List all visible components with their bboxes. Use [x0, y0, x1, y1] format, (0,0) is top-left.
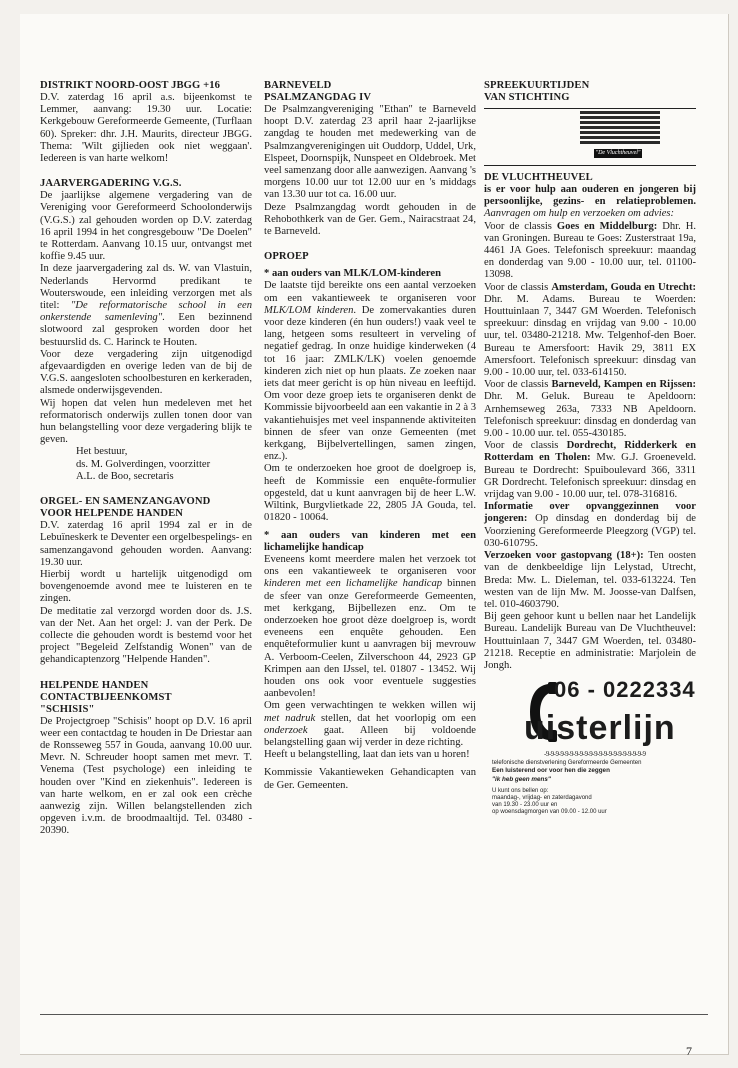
phone-number: 06 - 0222334: [554, 677, 696, 703]
vluchtheuvel-logo: [484, 111, 696, 161]
divider: [484, 108, 696, 109]
signature-voorzitter: ds. M. Golverdingen, voorzitter: [76, 458, 211, 470]
luisterlijn-brand: uisterlijn: [524, 709, 676, 748]
signature-bestuur: Het bestuur,: [76, 446, 128, 458]
heading-orgel-1: ORGEL- EN SAMENZANGAVOND: [40, 496, 211, 508]
heading-contactbijeenkomst: CONTACTBIJEENKOMST: [40, 691, 172, 703]
heading-van-stichting: VAN STICHTING: [484, 92, 570, 103]
text-jaarvergadering-1: De jaarlijkse algemene vergadering van de Vereniging voor Gereformeerd Schoolonderwijs (V.G.S.) zal gehouden worden op D.V. zaterdag 16 april 1994 in het congresgebouw "De Doelen" te Rotterdam. Aanvang 10.15 uur, ontvangst met koffie 9.45 uur.: [40, 190, 252, 263]
advert-line-3: U kunt ons bellen op:: [492, 787, 549, 794]
logo-label: "De Vluchtheuvel": [595, 150, 641, 156]
text-classis-dordrecht: Voor de classis Dordrecht, Ridderkerk en Rotterdam en Tholen: Mw. G.J. Groeneveld. Bureau te Dordrecht: Spuiboulevard 366, 3311 GR Dordrecht. Telefonisch spreekuur: dinsdag en vrijdag van 9.00 - 10.00 uur, tel. 078-316816.: [484, 440, 696, 501]
advert-tagline: telefonische dienstverlening Gereformeerde Gemeenten: [492, 760, 642, 767]
signature-secretaris: A.L. de Boo, secretaris: [76, 470, 174, 482]
advert-line-6: op woensdagmorgen van 09.00 - 12.00 uur: [492, 809, 607, 816]
page-number: 7: [686, 1044, 692, 1058]
luisterlijn-advert: [484, 677, 696, 816]
text-orgel-1: D.V. zaterdag 16 april 1994 zal er in de Lebuïneskerk te Deventer een orgelbespelings- en samenzangavond gehouden worden. Aanvang: 19.30 uur.: [40, 520, 252, 568]
text-handicap-1: Eveneens komt meerdere malen het verzoek tot ons een vakantieweek te organiseren voor kinderen met een lichamelijke handicap binnen de sfeer van onze Gereformeerde Gemeenten, met kerkgang, Bijbellezen enz. Om te onderzoeken hoe groot dèze doelgroep is, wordt eveneens een enquête gehouden. Een enquêteformulier kunt u aanvragen bij mevrouw A. Verboom-Ceelen, Zilverschoon 44, 2923 GP Krimpen aan den IJssel, tel. 01807 - 13452. Wij houden ons ook voor eventuele suggesties aanbevolen!: [264, 553, 476, 700]
heading-barneveld: BARNEVELD: [264, 80, 332, 91]
column-3: [484, 80, 697, 816]
text-distrikt: D.V. zaterdag 16 april a.s. bijeenkomst te Lemmer, aanvang: 19.30 uur. Locatie: Kerkgebouw Gereformeerde Gemeente, (Turflaan 60). Spreker: dhr. J.H. Maurits, directeur JBGG. Thema: 'Wilt gijlieden ook niet weggaan'. Iedereen is van harte welkom!: [40, 92, 252, 165]
footer-rule: [40, 1014, 708, 1015]
text-psalmzangdag-2: Deze Psalmzangdag wordt gehouden in de Rehobothkerk van de Ger. Gem., Nairacstraat 24, te Barneveld.: [264, 201, 476, 238]
advert-line-2: "ik heb geen mens": [492, 775, 551, 783]
text-mlk-1: De laatste tijd bereikte ons een aantal verzoeken om een vakantieweek te organiseren voor MLK/LOM kinderen. De zomervakanties duren voor deze kinderen (én hun ouders!) vaak veel te lang, hetgeen soms resulteert in verveling of negatief gedrag. In onze huidige kinderweken (4 tot 16 jaar: ZMLK/LK) voelen genoemde kinderen zich niet op hun plaats. Ze zoeken naar iets dat meer gericht is op hùn niveau en leeftijd. Om voor deze groep iets te organiseren denkt de Kommissie bijvoorbeeld aan een vakantie in 2 à 3 vakantiehuisjes met veel inspannende aktiviteiten binnen de sfeer van onze Gemeenten (met kerkgang, Bijbelvertellingen, samen zingen, enz.).: [264, 280, 476, 463]
text-opvanggezinnen: Informatie over opvanggezinnen voor jongeren: Op dinsdag en donderdag bij de Voorziening Gereformeerde Pleegzorg (VGP) tel. 030-610795.: [484, 501, 696, 549]
text-gastopvang: Verzoeken voor gastopvang (18+): Ten oosten van de denkbeeldige lijn Lelystad, Utrecht, Breda: Mw. L. Dieleman, tel. 033-613224. Ten westen van de lijn Mw. M. Joosse-van Dalfsen, tel. 010-4603790.: [484, 550, 696, 610]
text-landelijk-bureau: Bij geen gehoor kunt u bellen naar het Landelijk Bureau. Landelijk Bureau van De Vluchtheuvel: Houttuinlaan 7, 3447 GM Woerden, tel. 03480-21218. Receptie en administratie: Marjolein de Jongh.: [484, 611, 696, 671]
magazine-page: [20, 14, 729, 1058]
text-handicap-2: Om geen verwachtingen te wekken willen wij met nadruk stellen, dat het voorlopig om een onderzoek gaat. Alleen bij voldoende belangstelling gaan wij verder in deze richting.: [264, 700, 476, 748]
heading-spreekuurtijden: SPREEKUURTIJDEN: [484, 80, 590, 91]
heading-helpende-handen: HELPENDE HANDEN: [40, 679, 149, 691]
text-classis-barneveld: Voor de classis Barneveld, Kampen en Rijssen: Dhr. M. Geluk. Bureau te Apeldoorn: Arnhemseweg 263a, 7333 NB Apeldoorn. Telefonisch spreekuur: dinsdag en donderdag van 9.00 - 10.00 uur. tel. 055-430185.: [484, 379, 697, 440]
text-handicap-3: Heeft u belangstelling, laat dan iets van u horen!: [264, 749, 470, 761]
column-2: [264, 80, 476, 792]
text-kommissie: Kommissie Vakantieweken Gehandicapten van de Ger. Gemeenten.: [264, 767, 476, 791]
heading-distrikt: DISTRIKT NOORD-OOST JBGG +16: [40, 80, 221, 91]
subheading-handicap: * aan ouders van kinderen met een lichamelijke handicap: [264, 529, 476, 553]
heading-psalmzangdag: PSALMZANGDAG IV: [264, 92, 372, 103]
text-jaarvergadering-3: Voor deze vergadering zijn uitgenodigd afgevaardigden en overige leden van de bij de V.G.S. aangesloten schoolbesturen en kerkeraden, alsmede onderwijsgevenden.: [40, 348, 252, 397]
heading-orgel-2: VOOR HELPENDE HANDEN: [40, 508, 184, 520]
text-mlk-2: Om te onderzoeken hoe groot de doelgroep is, heeft de Kommissie een enquête-formulier opgesteld, dat u kunt aanvragen bij de heer L.W. Wiltink, Burgvlietkade 22, 2805 JA Gouda, tel. 01820 - 10064.: [264, 463, 476, 524]
dotted-line: -9-9-9-9-9-9-9-9-9-9-9-9-9-9-9-9-9-9-9-9-9: [544, 750, 646, 759]
advert-line-5: van 19.30 - 23.00 uur en: [492, 802, 558, 809]
column-1: [40, 80, 252, 838]
text-psalmzangdag-1: De Psalmzangvereniging "Ethan" te Barneveld hoopt D.V. zaterdag 23 april haar 2-jaarlijkse zangdag te houden met medewerking van de Psalmzangverenigingen uit Ouddorp, Uddel, Urk, Elspeet, Doornspijk, Nunspeet en Oldebroek. Met veel samenzang door alle aanwezigen. Aanvang 's morgens 10.00 uur tot 12.00 uur en 's middags van 13.30 uur tot ca. 16.00 uur.: [264, 104, 476, 201]
heading-schisis: "SCHISIS": [40, 703, 95, 715]
heading-jaarvergadering: JAARVERGADERING V.G.S.: [40, 178, 182, 190]
divider: [484, 165, 696, 166]
advert-details: [492, 760, 696, 816]
text-classis-amsterdam: Voor de classis Amsterdam, Gouda en Utrecht: Dhr. M. Adams. Bureau te Woerden: Houttuinlaan 7, 3447 GM Woerden. Telefonisch spreekuur: dinsdag en vrijdag van 9.00 - 10.00 uur, tel. 03480-21218. Mw. Telgenhof-den Boer. Bureau te Amersfoort: Havik 29, 3811 EX Amersfoort. Telefonisch spreekuur: dinsdag van 9.00 - 10.00 uur, tel. 033-614150.: [484, 281, 696, 379]
advert-line-4: maandag-, vrijdag- en zaterdagavond: [492, 794, 592, 801]
text-schisis: De Projectgroep "Schisis" hoopt op D.V. 16 april weer een contactdag te houden in De Driestar aan de Ronsseweg 557 in Gouda, aanvang 10.00 uur. Mevr. N. Schreuder hoopt samen met mevr. T. Venema (Test psychologe) een inleiding te houden over "Kind en ziekenhuis". Iedereen is van harte welkom, en er zal ook een crèche aanwezig zijn. Willen belangstellenden zich opgeven i.v.m. de broodmaaltijd. Tel. 03480 - 20390.: [40, 715, 252, 837]
text-orgel-2: Hierbij wordt u hartelijk uitgenodigd om bovengenoemde avond mee te luisteren en te zingen.: [40, 568, 252, 605]
text-classis-goes: Voor de classis Goes en Middelburg: Dhr. H. van Groningen. Bureau te Goes: Zusterstraat 19a, 4461 JA Goes. Telefonisch spreekuur: maandag en donderdag van 9.00 - 10.00 uur, tel. 01100-13098.: [484, 220, 696, 281]
subheading-mlk: * aan ouders van MLK/LOM-kinderen: [264, 268, 441, 280]
text-jaarvergadering-2: In deze jaarvergadering zal ds. W. van Vlastuin, Nederlands Hervormd predikant te Wouterswoude, een inleiding verzorgen met als titel: "De reformatorische school in een onkerstende samenleving". Een bezinnend slotwoord zal gesproken worden door het bestuurslid ds. C. Harinck te Houten.: [40, 263, 252, 348]
heading-oproep: OPROEP: [264, 251, 309, 263]
heading-vluchtheuvel: DE VLUCHTHEUVEL: [484, 172, 593, 183]
text-orgel-3: De meditatie zal verzorgd worden door ds. J.S. van der Net. Aan het orgel: J. van der Perk. De collecte die gehouden wordt is bestemd voor het project "Begeleid Zelfstandig Wonen" van de gehandicaptenzorg "Helpende Handen".: [40, 605, 252, 666]
text-jaarvergadering-4: Wij hopen dat velen hun medeleven met het reformatorisch onderwijs zullen tonen door van hun belangstelling voor deze vergadering blijk te geven.: [40, 397, 252, 446]
text-vluchtheuvel-intro: is er voor hulp aan ouderen en jongeren bij persoonlijke, gezins- en relatieproblemen. Aanvragen om hulp en verzoeken om advies:: [484, 184, 696, 220]
advert-line-1: Een luisterend oor voor hen die zeggen: [492, 767, 610, 775]
